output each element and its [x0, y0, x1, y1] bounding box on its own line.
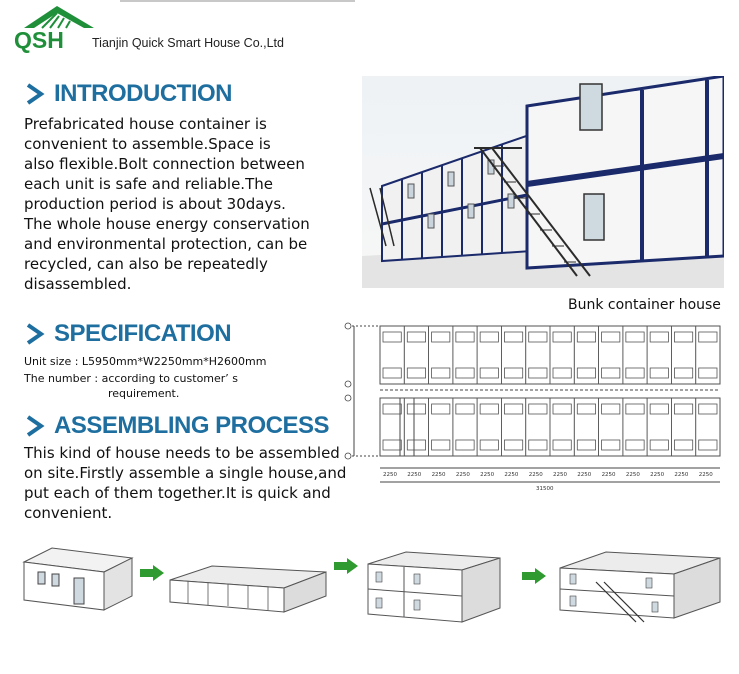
plan-dimension-label: 2250 — [577, 472, 592, 478]
intro-line: The whole house energy conservation — [24, 215, 310, 233]
plan-bed — [432, 404, 450, 414]
introduction-heading — [24, 80, 232, 108]
plan-bed — [553, 332, 571, 342]
plan-bed — [650, 440, 668, 450]
plan-room — [380, 326, 404, 384]
plan-bed — [456, 440, 474, 450]
arrow-right-icon — [522, 568, 546, 584]
plan-dimension-label: 2250 — [650, 472, 665, 478]
floor-plan-drawing — [340, 318, 730, 500]
step-complete-building-image — [556, 548, 724, 628]
plan-bed — [650, 404, 668, 414]
introduction-text — [24, 114, 344, 294]
plan-room — [599, 398, 623, 456]
plan-bed — [626, 332, 644, 342]
plan-bed — [674, 368, 692, 378]
chevron-right-icon — [24, 415, 46, 437]
plan-room — [550, 398, 574, 456]
plan-bed — [529, 440, 547, 450]
plan-dimension-label: 2250 — [383, 472, 397, 478]
plan-total-dimension: 31500 — [536, 486, 554, 492]
plan-dimension-label: 2250 — [431, 472, 446, 478]
header-rule — [120, 0, 355, 2]
plan-bed — [699, 368, 717, 378]
plan-room — [647, 326, 671, 384]
step-single-unit-image — [22, 544, 134, 614]
plan-bed — [553, 368, 571, 378]
plan-bed — [602, 440, 620, 450]
plan-bed — [383, 404, 401, 414]
plan-bed — [529, 332, 547, 342]
plan-bed — [626, 440, 644, 450]
plan-bed — [674, 404, 692, 414]
plan-dimension-label: 2250 — [601, 472, 616, 478]
plan-bed — [674, 332, 692, 342]
plan-room — [671, 398, 695, 456]
intro-line: recycled, can also be repeatedly — [24, 255, 268, 273]
arrow-right-icon — [140, 565, 164, 581]
intro-line: each unit is safe and reliable.The — [24, 175, 273, 193]
plan-room — [429, 326, 453, 384]
plan-bed — [383, 440, 401, 450]
chevron-right-icon — [24, 323, 46, 345]
plan-bed — [602, 332, 620, 342]
plan-bed — [456, 368, 474, 378]
plan-bed — [529, 404, 547, 414]
plan-dimension-label: 2250 — [625, 472, 640, 478]
plan-room — [671, 326, 695, 384]
arrow-right-icon — [334, 558, 358, 574]
plan-room — [599, 326, 623, 384]
plan-bed — [480, 332, 498, 342]
assembling-line: put each of them together.It is quick and — [24, 484, 331, 502]
plan-bed — [699, 332, 717, 342]
plan-dimension-label: 2250 — [528, 472, 543, 478]
plan-bed — [432, 368, 450, 378]
plan-room — [501, 398, 525, 456]
plan-bed — [699, 404, 717, 414]
plan-room — [526, 326, 550, 384]
plan-room — [477, 398, 501, 456]
plan-room — [453, 326, 477, 384]
plan-bed — [699, 440, 717, 450]
plan-dimension-label: 2250 — [674, 472, 689, 478]
intro-line: also flexible.Bolt connection between — [24, 155, 305, 173]
plan-room — [404, 398, 428, 456]
plan-bed — [407, 404, 425, 414]
plan-bed — [674, 440, 692, 450]
plan-dimension-label: 2250 — [455, 472, 470, 478]
introduction-title: INTRODUCTION — [54, 80, 232, 107]
plan-bed — [504, 368, 522, 378]
plan-room — [380, 398, 404, 456]
intro-line: production period is about 30days. — [24, 195, 286, 213]
plan-bed — [407, 368, 425, 378]
unit-size: Unit size : L5950mm*W2250mm*H2600mm — [24, 355, 267, 368]
specification-title: SPECIFICATION — [54, 320, 232, 347]
plan-room — [501, 326, 525, 384]
plan-room — [696, 326, 720, 384]
photo-caption: Bunk container house — [568, 297, 721, 313]
step-stacked-units-image — [364, 548, 504, 628]
intro-line: Prefabricated house container is — [24, 115, 267, 133]
logo-text: QSH — [14, 27, 64, 53]
number-line-2: requirement. — [108, 387, 180, 400]
plan-dimension-label: 2250 — [698, 472, 713, 478]
plan-bed — [383, 368, 401, 378]
plan-bed — [577, 404, 595, 414]
plan-bed — [480, 368, 498, 378]
plan-bed — [553, 404, 571, 414]
plan-room — [623, 326, 647, 384]
plan-bed — [407, 332, 425, 342]
chevron-right-icon — [24, 83, 46, 105]
plan-bed — [529, 368, 547, 378]
plan-room — [526, 398, 550, 456]
step-row-units-image — [168, 556, 330, 616]
plan-bed — [432, 440, 450, 450]
plan-dimension-label: 2250 — [504, 472, 519, 478]
plan-bed — [602, 368, 620, 378]
assembling-line: convenient. — [24, 504, 113, 522]
plan-dimension-label: 2250 — [553, 472, 567, 478]
plan-bed — [577, 368, 595, 378]
plan-room — [477, 326, 501, 384]
assembling-title: ASSEMBLING PROCESS — [54, 412, 330, 439]
plan-bed — [504, 440, 522, 450]
plan-bed — [407, 440, 425, 450]
plan-bed — [577, 332, 595, 342]
plan-bed — [383, 332, 401, 342]
plan-room — [404, 326, 428, 384]
plan-bed — [456, 332, 474, 342]
plan-room — [429, 398, 453, 456]
plan-room — [696, 398, 720, 456]
plan-bed — [553, 440, 571, 450]
plan-bed — [432, 332, 450, 342]
assembling-line: This kind of house needs to be assembled — [24, 444, 340, 462]
plan-room — [623, 398, 647, 456]
assembling-text — [24, 443, 354, 523]
number-line: The number : according to customer’ s — [24, 372, 239, 385]
plan-dimension-label: 2250 — [480, 472, 495, 478]
plan-bed — [602, 404, 620, 414]
plan-bed — [626, 368, 644, 378]
container-house-photo — [362, 76, 724, 288]
plan-dimension-label: 2250 — [407, 472, 422, 478]
company-name: Tianjin Quick Smart House Co.,Ltd — [92, 36, 284, 50]
assembling-heading — [24, 412, 329, 440]
plan-room — [550, 326, 574, 384]
plan-bed — [650, 368, 668, 378]
plan-bed — [480, 440, 498, 450]
plan-bed — [504, 404, 522, 414]
intro-line: disassembled. — [24, 275, 132, 293]
plan-bed — [456, 404, 474, 414]
plan-bed — [504, 332, 522, 342]
intro-line: and environmental protection, can be — [24, 235, 308, 253]
plan-bed — [480, 404, 498, 414]
assembling-line: on site.Firstly assemble a single house,and — [24, 464, 347, 482]
plan-room — [574, 326, 598, 384]
intro-line: convenient to assemble.Space is — [24, 135, 271, 153]
plan-room — [647, 398, 671, 456]
specification-heading — [24, 320, 231, 348]
plan-bed — [577, 440, 595, 450]
plan-bed — [626, 404, 644, 414]
plan-room — [574, 398, 598, 456]
plan-bed — [650, 332, 668, 342]
plan-room — [453, 398, 477, 456]
